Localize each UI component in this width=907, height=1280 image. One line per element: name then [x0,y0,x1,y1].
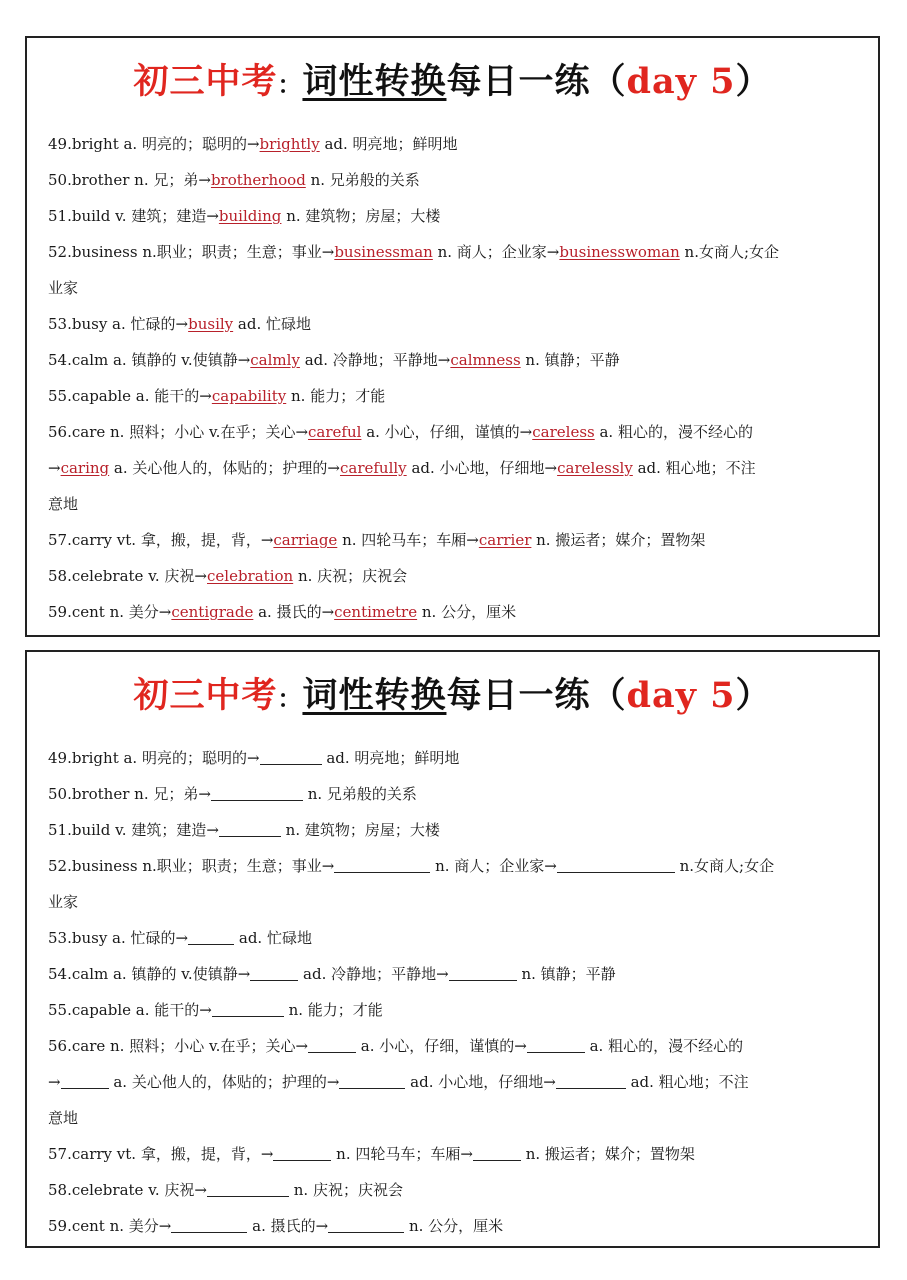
entry-line [48,454,866,490]
entry-text: a. 摄氏的→ [247,1217,329,1235]
worksheet-title [27,668,878,718]
entry-text: 意地 [48,495,79,513]
entry-text: n. 能力；才能 [286,387,386,405]
entry-text: n. 建筑物；房屋；大楼 [281,207,441,225]
answer-word: busily [188,315,234,333]
answer-word: carelessly [557,459,633,477]
entry-text: 56.care n. 照料；小心 v.在乎；关心→ [48,423,309,441]
entry-text: 54.calm a. 镇静的 v.使镇静→ [48,965,251,983]
title-grade: 初三中考 [133,675,278,716]
title-paren-close: ） [735,61,772,102]
answer-blank[interactable] [449,964,517,981]
entry-text: 55.capable a. 能干的→ [48,1001,212,1019]
entry-text: 52.business n.职业；职责；生意；事业→ [48,857,335,875]
entry-line [48,888,866,924]
answer-blank[interactable] [273,1144,331,1161]
entry-text: 58.celebrate v. 庆祝→ [48,567,207,585]
entry-text: ad. 明亮地；鲜明地 [321,749,460,767]
entry-line [48,960,866,996]
answer-blank[interactable] [260,748,322,765]
answer-blank[interactable] [308,1036,356,1053]
answer-word: businesswoman [559,243,680,261]
entry-text: 53.busy a. 忙碌的→ [48,315,189,333]
answer-blank[interactable] [339,1072,405,1089]
entry-line [48,924,866,960]
entry-text: a. 关心他人的，体贴的；护理的→ [109,459,340,477]
answer-sheet-title [27,54,878,104]
entry-line [48,382,866,418]
answer-blank[interactable] [61,1072,109,1089]
entry-line [48,744,866,780]
entry-text: 49.bright a. 明亮的；聪明的→ [48,135,260,153]
answer-word: capability [211,387,287,405]
entry-text: n. 镇静；平静 [520,351,620,369]
entry-text: 53.busy a. 忙碌的→ [48,929,189,947]
entry-text: n. 搬运者；媒介；置物架 [520,1145,695,1163]
entry-text: n.女商人;女企 [674,857,775,875]
entry-text: ad. 忙碌地 [234,929,312,947]
answer-blank[interactable] [250,964,298,981]
answer-blank[interactable] [557,856,675,873]
answer-blank[interactable] [334,856,430,873]
answer-word: brightly [259,135,320,153]
entry-text: 业家 [48,893,79,911]
entry-text: 52.business n.职业；职责；生意；事业→ [48,243,335,261]
entry-text: ad. 忙碌地 [233,315,311,333]
answer-sheet-panel [25,36,880,637]
entry-line [48,202,866,238]
entry-text: 50.brother n. 兄；弟→ [48,171,211,189]
entry-line [48,526,866,562]
worksheet-panel [25,650,880,1248]
entry-text: ad. 小心地，仔细地→ [406,459,558,477]
entry-text: n. 建筑物；房屋；大楼 [280,821,440,839]
answer-word: calmness [450,351,521,369]
answer-word: carefully [339,459,407,477]
title-topic: 词性转换 [302,675,447,716]
entry-text: 59.cent n. 美分→ [48,1217,172,1235]
entry-text: a. 小心，仔细，谨慎的→ [356,1037,527,1055]
entry-text: 58.celebrate v. 庆祝→ [48,1181,207,1199]
answer-blank[interactable] [171,1216,247,1233]
answer-blank[interactable] [211,784,303,801]
title-day: day 5 [626,675,736,716]
title-paren-open: （ [590,675,627,716]
entry-line [48,346,866,382]
answer-blank[interactable] [527,1036,585,1053]
entry-line [48,1212,866,1248]
title-paren-open: （ [590,61,627,102]
entry-line [48,852,866,888]
title-daily: 每日一练 [446,675,591,716]
answer-blank[interactable] [328,1216,404,1233]
entry-text: n. 镇静；平静 [516,965,616,983]
entry-text: n. 搬运者；媒介；置物架 [531,531,706,549]
entry-line [48,996,866,1032]
entry-line [48,1068,866,1104]
entry-text: n. 兄弟般的关系 [305,171,420,189]
answer-word: centigrade [171,603,254,621]
entry-text: n. 庆祝；庆祝会 [289,1181,403,1199]
entry-text: a. 摄氏的→ [253,603,335,621]
answer-word: careless [532,423,595,441]
entry-text: → [48,1073,61,1091]
entry-line [48,166,866,202]
answer-word: celebration [207,567,294,585]
answer-word: caring [60,459,110,477]
entry-text: n. 四轮马车；车厢→ [331,1145,473,1163]
entry-text: 业家 [48,279,79,297]
answer-blank[interactable] [212,1000,284,1017]
entry-text: n. 兄弟般的关系 [302,785,417,803]
entry-text: n.女商人;女企 [679,243,780,261]
answer-word: calmly [250,351,300,369]
answer-blank[interactable] [219,820,281,837]
title-grade: 初三中考 [133,61,278,102]
entry-text: ad. 小心地，仔细地→ [405,1073,556,1091]
entry-text: 54.calm a. 镇静的 v.使镇静→ [48,351,251,369]
title-colon: ： [277,70,303,99]
entry-text: ad. 冷静地；平静地→ [298,965,449,983]
answer-blank[interactable] [188,928,234,945]
entry-text: n. 商人；企业家→ [430,857,557,875]
title-paren-close: ） [735,675,772,716]
entry-line [48,1140,866,1176]
entry-text: n. 商人；企业家→ [432,243,560,261]
entry-text: n. 能力；才能 [283,1001,383,1019]
entry-line [48,238,866,274]
entry-line [48,1032,866,1068]
entry-text: n. 公分，厘米 [404,1217,504,1235]
entry-text: ad. 粗心地；不注 [625,1073,749,1091]
entry-text: n. 公分，厘米 [417,603,517,621]
answer-word: centimetre [334,603,418,621]
entry-text: 55.capable a. 能干的→ [48,387,212,405]
answer-word: businessman [334,243,433,261]
answer-word: brotherhood [210,171,306,189]
entry-line [48,816,866,852]
entry-text: 意地 [48,1109,79,1127]
worksheet-list [48,744,866,1248]
entry-text: 49.bright a. 明亮的；聪明的→ [48,749,260,767]
entry-text: n. 四轮马车；车厢→ [337,531,479,549]
title-daily: 每日一练 [446,61,591,102]
entry-text: ad. 粗心地；不注 [632,459,756,477]
entry-text: 51.build v. 建筑；建造→ [48,821,219,839]
answer-blank[interactable] [556,1072,626,1089]
entry-text: 56.care n. 照料；小心 v.在乎；关心→ [48,1037,309,1055]
answer-word: carrier [478,531,532,549]
entry-text: ad. 明亮地；鲜明地 [319,135,458,153]
entry-text: → [48,459,61,477]
entry-line [48,490,866,526]
entry-text: a. 关心他人的，体贴的；护理的→ [108,1073,340,1091]
title-colon: ： [277,684,303,713]
answer-blank[interactable] [207,1180,289,1197]
title-day: day 5 [626,61,736,102]
answer-list [48,130,866,634]
answer-word: building [218,207,282,225]
entry-line [48,562,866,598]
entry-text: a. 小心，仔细，谨慎的→ [361,423,533,441]
entry-line [48,1176,866,1212]
entry-text: 59.cent n. 美分→ [48,603,172,621]
entry-text: 50.brother n. 兄；弟→ [48,785,211,803]
entry-line [48,130,866,166]
entry-text: n. 庆祝；庆祝会 [293,567,408,585]
entry-line [48,780,866,816]
entry-text: a. 粗心的，漫不经心的 [584,1037,744,1055]
entry-text: ad. 冷静地；平静地→ [299,351,451,369]
entry-line [48,598,866,634]
entry-text: 51.build v. 建筑；建造→ [48,207,219,225]
answer-word: careful [308,423,362,441]
answer-word: carriage [273,531,338,549]
entry-line [48,418,866,454]
answer-blank[interactable] [473,1144,521,1161]
entry-text: 57.carry vt. 拿，搬，提，背，→ [48,531,274,549]
entry-line [48,310,866,346]
title-topic: 词性转换 [302,61,447,102]
entry-text: a. 粗心的，漫不经心的 [594,423,753,441]
entry-line [48,1104,866,1140]
entry-text: 57.carry vt. 拿，搬，提，背，→ [48,1145,274,1163]
entry-line [48,274,866,310]
